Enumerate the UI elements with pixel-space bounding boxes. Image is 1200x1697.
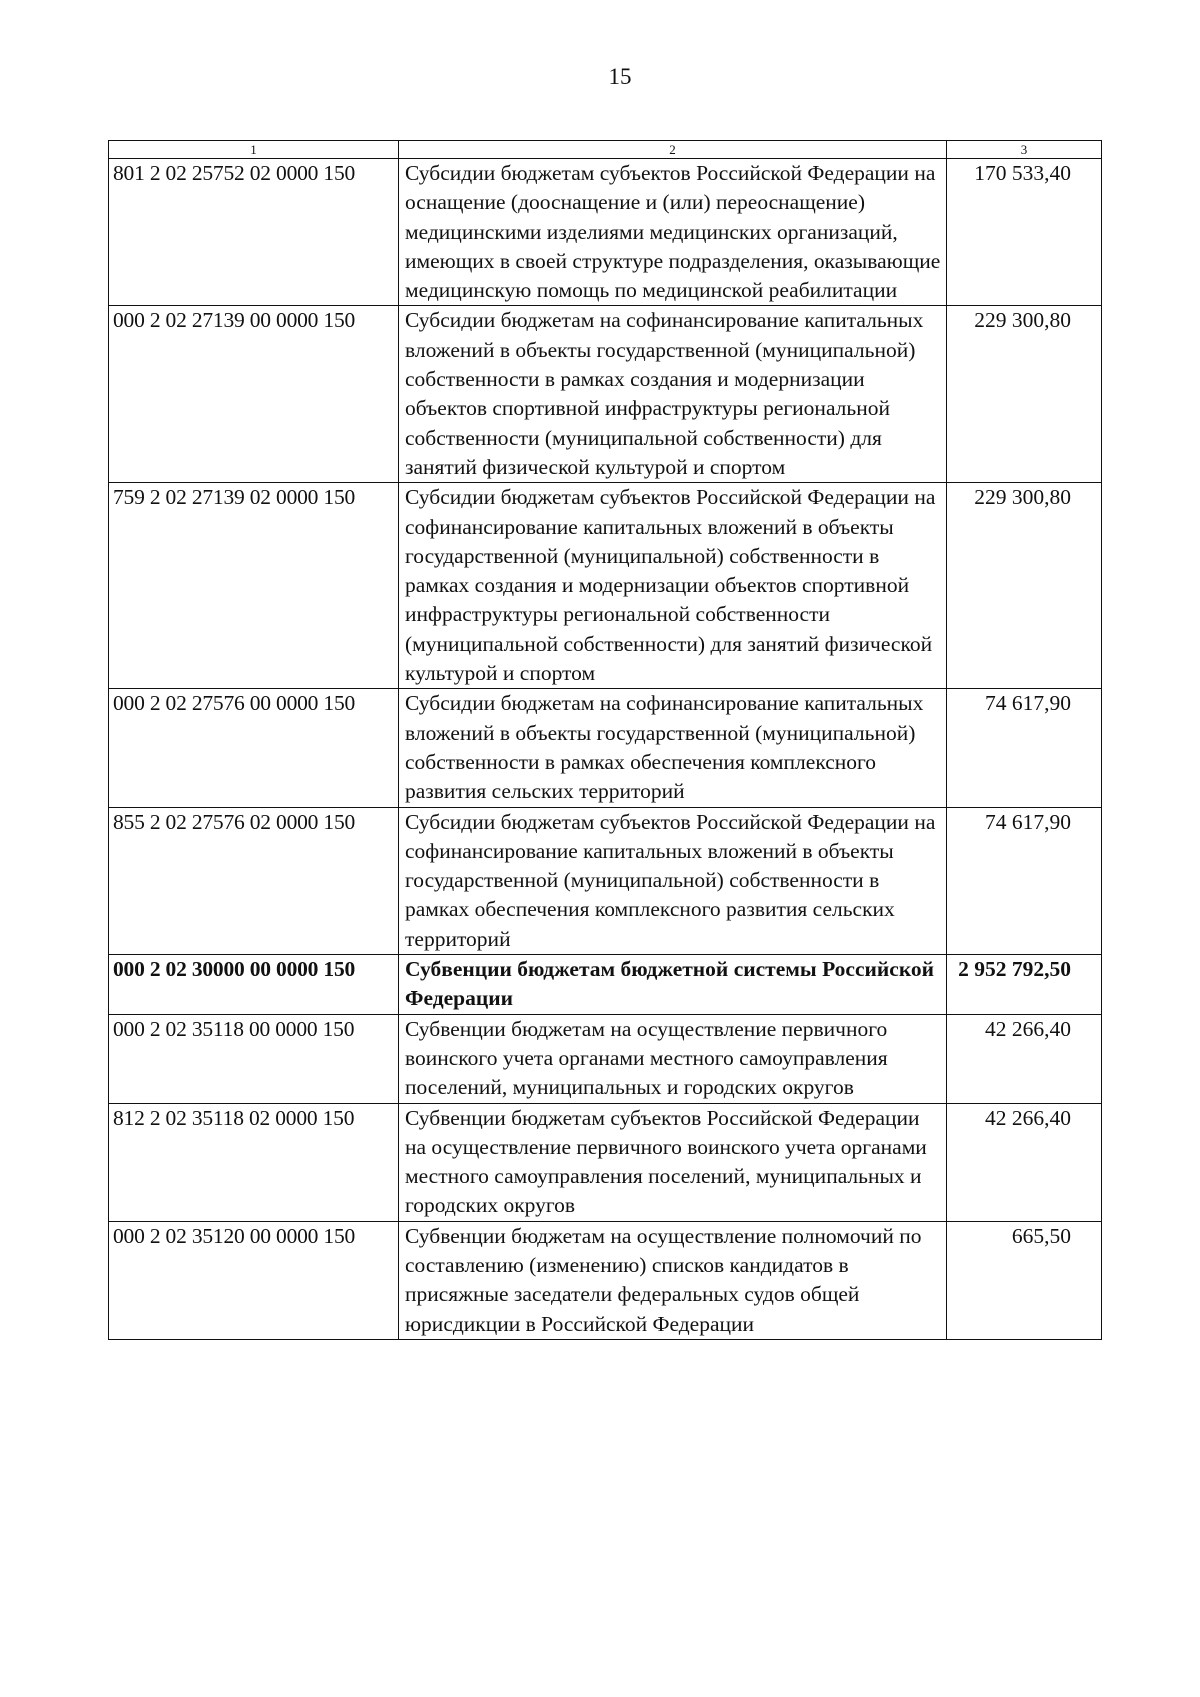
table-row [109, 159, 1102, 306]
amount-cell: 170 533,40 [947, 159, 1102, 306]
amount-cell: 74 617,90 [947, 689, 1102, 807]
column-number: 2 [399, 141, 947, 159]
budget-code-cell: 801 2 02 25752 02 0000 150 [109, 159, 399, 306]
description-cell: Субсидии бюджетам субъектов Российской Федерации на софинансирование капитальных вложений в объекты государственной (муниципальной) собственности в рамках обеспечения комплексного развития сельских территорий [399, 807, 947, 954]
budget-code-cell: 855 2 02 27576 02 0000 150 [109, 807, 399, 954]
budget-code-cell: 000 2 02 27139 00 0000 150 [109, 306, 399, 483]
budget-table [108, 140, 1102, 1340]
column-number: 3 [947, 141, 1102, 159]
budget-code-cell: 000 2 02 35120 00 0000 150 [109, 1221, 399, 1339]
description-cell: Субвенции бюджетам субъектов Российской Федерации на осуществление первичного воинского учета органами местного самоуправления поселений, муниципальных и городских округов [399, 1103, 947, 1221]
table-row [109, 689, 1102, 807]
description-cell: Субсидии бюджетам субъектов Российской Федерации на софинансирование капитальных вложений в объекты государственной (муниципальной) собственности в рамках создания и модернизации объектов спортивной инфраструктуры региональной собственности (муниципальной собственности) для занятий физической культурой и спортом [399, 483, 947, 689]
table-row [109, 807, 1102, 954]
budget-code-cell: 759 2 02 27139 02 0000 150 [109, 483, 399, 689]
amount-cell: 74 617,90 [947, 807, 1102, 954]
table-row [109, 306, 1102, 483]
table-row [109, 1103, 1102, 1221]
description-cell: Субвенции бюджетам бюджетной системы Российской Федерации [399, 955, 947, 1015]
amount-cell: 42 266,40 [947, 1103, 1102, 1221]
table-row [109, 1014, 1102, 1103]
description-cell: Субвенции бюджетам на осуществление первичного воинского учета органами местного самоуправления поселений, муниципальных и городских округов [399, 1014, 947, 1103]
table-row [109, 1221, 1102, 1339]
amount-cell: 229 300,80 [947, 483, 1102, 689]
budget-code-cell: 000 2 02 27576 00 0000 150 [109, 689, 399, 807]
amount-cell: 42 266,40 [947, 1014, 1102, 1103]
amount-cell: 2 952 792,50 [947, 955, 1102, 1015]
description-cell: Субвенции бюджетам на осуществление полномочий по составлению (изменению) списков кандидатов в присяжные заседатели федеральных судов общей юрисдикции в Российской Федерации [399, 1221, 947, 1339]
budget-code-cell: 812 2 02 35118 02 0000 150 [109, 1103, 399, 1221]
budget-code-cell: 000 2 02 35118 00 0000 150 [109, 1014, 399, 1103]
budget-code-cell: 000 2 02 30000 00 0000 150 [109, 955, 399, 1015]
description-cell: Субсидии бюджетам на софинансирование капитальных вложений в объекты государственной (муниципальной) собственности в рамках создания и модернизации объектов спортивной инфраструктуры региональной собственности (муниципальной собственности) для занятий физической культурой и спортом [399, 306, 947, 483]
table-row [109, 483, 1102, 689]
amount-cell: 229 300,80 [947, 306, 1102, 483]
column-number-row [109, 141, 1102, 159]
description-cell: Субсидии бюджетам на софинансирование капитальных вложений в объекты государственной (муниципальной) собственности в рамках обеспечения комплексного развития сельских территорий [399, 689, 947, 807]
table-row-total [109, 955, 1102, 1015]
amount-cell: 665,50 [947, 1221, 1102, 1339]
column-number: 1 [109, 141, 399, 159]
page-number: 15 [608, 64, 632, 89]
description-cell: Субсидии бюджетам субъектов Российской Федерации на оснащение (дооснащение и (или) переоснащение) медицинскими изделиями медицинских организаций, имеющих в своей структуре подразделения, оказывающие медицинскую помощь по медицинской реабилитации [399, 159, 947, 306]
